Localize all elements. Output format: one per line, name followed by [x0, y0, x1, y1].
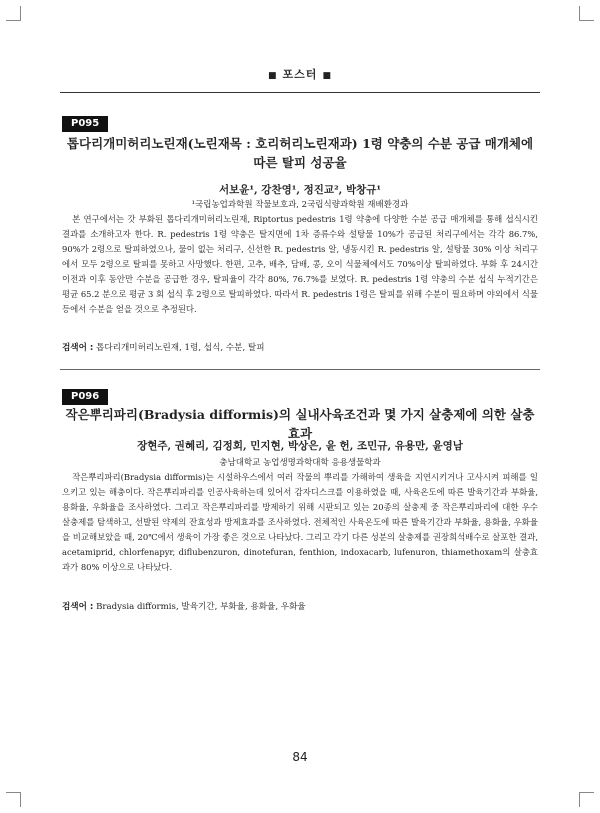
keywords-label: 검색어 :: [62, 602, 94, 612]
keywords: [62, 600, 538, 612]
keywords: [62, 341, 538, 353]
keywords-text: Bradysia difformis, 발육기간, 부화율, 용화율, 우화율: [96, 602, 306, 612]
poster-title: 작은뿌리파리(Bradysia difformis)의 실내사육조건과 몇 가지 살충제에 의한 살충효과: [65, 407, 535, 441]
poster-affiliation: 충남대학교 농업생명과학대학 응용생물학과: [219, 458, 381, 468]
poster-title-line: 따른 탈피 성공율: [253, 155, 347, 170]
poster-title-line: 톱다리개미허리노린재(노린재목 : 호리허리노린재과) 1령 약충의 수분 공급 매개체에: [66, 136, 534, 151]
keywords-label: 검색어 :: [62, 343, 94, 353]
keywords-text: 톱다리개미허리노린재, 1령, 섭식, 수분, 탈피: [96, 343, 265, 353]
crop-mark-top-left: [6, 6, 21, 21]
poster-abstract: 작은뿌리파리(Bradysia difformis)는 시설하우스에서 여러 작물의 뿌리를 가해하여 생육을 지연시키거나 고사시켜 피해를 일으키고 있는 해충이다. 작은뿌리파리를 인공사육하는데 있어서 감자디스크를 이용하였을 때, 사육온도에 따른 발육기간과 부화율, 용화율, 우화율을 조사하였다. 그리고 작은뿌리파리를 방제하기 위해 시판되고 있는 20종의 살충제 중 작은뿌리파리에 대한 우수 살충제를 탐색하고, 선발된 약제의 잔효성과 방제효과를 조사하였다. 전체적인 사육온도에 따른 발육기간과 부화율, 용화율, 우화율을 비교해보았을 때, 20℃에서 생육이 가장 좋은 것으로 나타났다. 그리고 각기 다른 성분의 살충제를 권장희석배수로 살포한 결과, acetamiprid, chlorfenapyr, diflubenzuron, dinotefuran, fenthion, indoxacarb, lufenuron, thiamethoxam의 살충효과가 80% 이상으로 나타났다.: [62, 472, 538, 572]
poster-code-badge: P096: [62, 389, 108, 405]
section-divider: [60, 369, 540, 370]
crop-mark-bottom-left: [6, 792, 21, 807]
poster-authors: 서보윤¹, 강찬영¹, 정진교², 박창규¹: [218, 184, 382, 196]
page-number: 84: [292, 750, 308, 764]
crop-mark-bottom-right: [579, 792, 594, 807]
poster-code-badge: P095: [62, 116, 108, 132]
poster-abstract: 본 연구에서는 갓 부화된 톱다리개미허리노린재, Riptortus pedestris 1령 약충에 다양한 수분 공급 매개체를 통해 섭식시킨 결과를 소개하고자 한다. R. pedestris 1령 약충은 탈지면에 1차 증류수와 설탕물 10%가 공급된 처리구에서는 각각 86.7%, 90%가 2령으로 탈피하였으나, 물이 없는 처리구, 신선한 R. pedestris 알, 냉동시킨 R. pedestris 알, 설탕물 30% 이상 처리구에서 모두 2령으로 탈피를 못하고 사망했다. 한편, 고추, 배추, 담배, 콩, 오이 식물체에서도 70%이상 탈피하였다. 부화 후 24시간 이전과 이후 동안만 수분을 공급한 경우, 탈피율이 각각 80%, 76.7%를 보였다. R. pedestris 1령 약충의 수분 섭식 누적기간은 평균 65.2 분으로 평균 3 회 섭식 후 2령으로 탈피하였다. 따라서 R. pedestris 1령은 탈피를 위해 수분이 필요하며 야외에서 식물 등에서 수분을 얻을 것으로 추정된다.: [62, 214, 538, 314]
poster-affiliation: ¹국립농업과학원 작물보호과, 2국립식량과학원 재배환경과: [191, 200, 409, 210]
poster-authors: 장현주, 권혜리, 김정회, 민지현, 박상은, 윤 헌, 조민규, 유용만, 윤영남: [137, 440, 463, 452]
crop-mark-top-right: [579, 6, 594, 21]
square-bullet-icon: ■: [268, 71, 278, 81]
section-header: [0, 66, 600, 82]
section-title: 포스터: [282, 68, 318, 81]
poster-title: [60, 134, 540, 172]
square-bullet-icon: ■: [322, 71, 332, 81]
header-divider: [60, 92, 540, 93]
